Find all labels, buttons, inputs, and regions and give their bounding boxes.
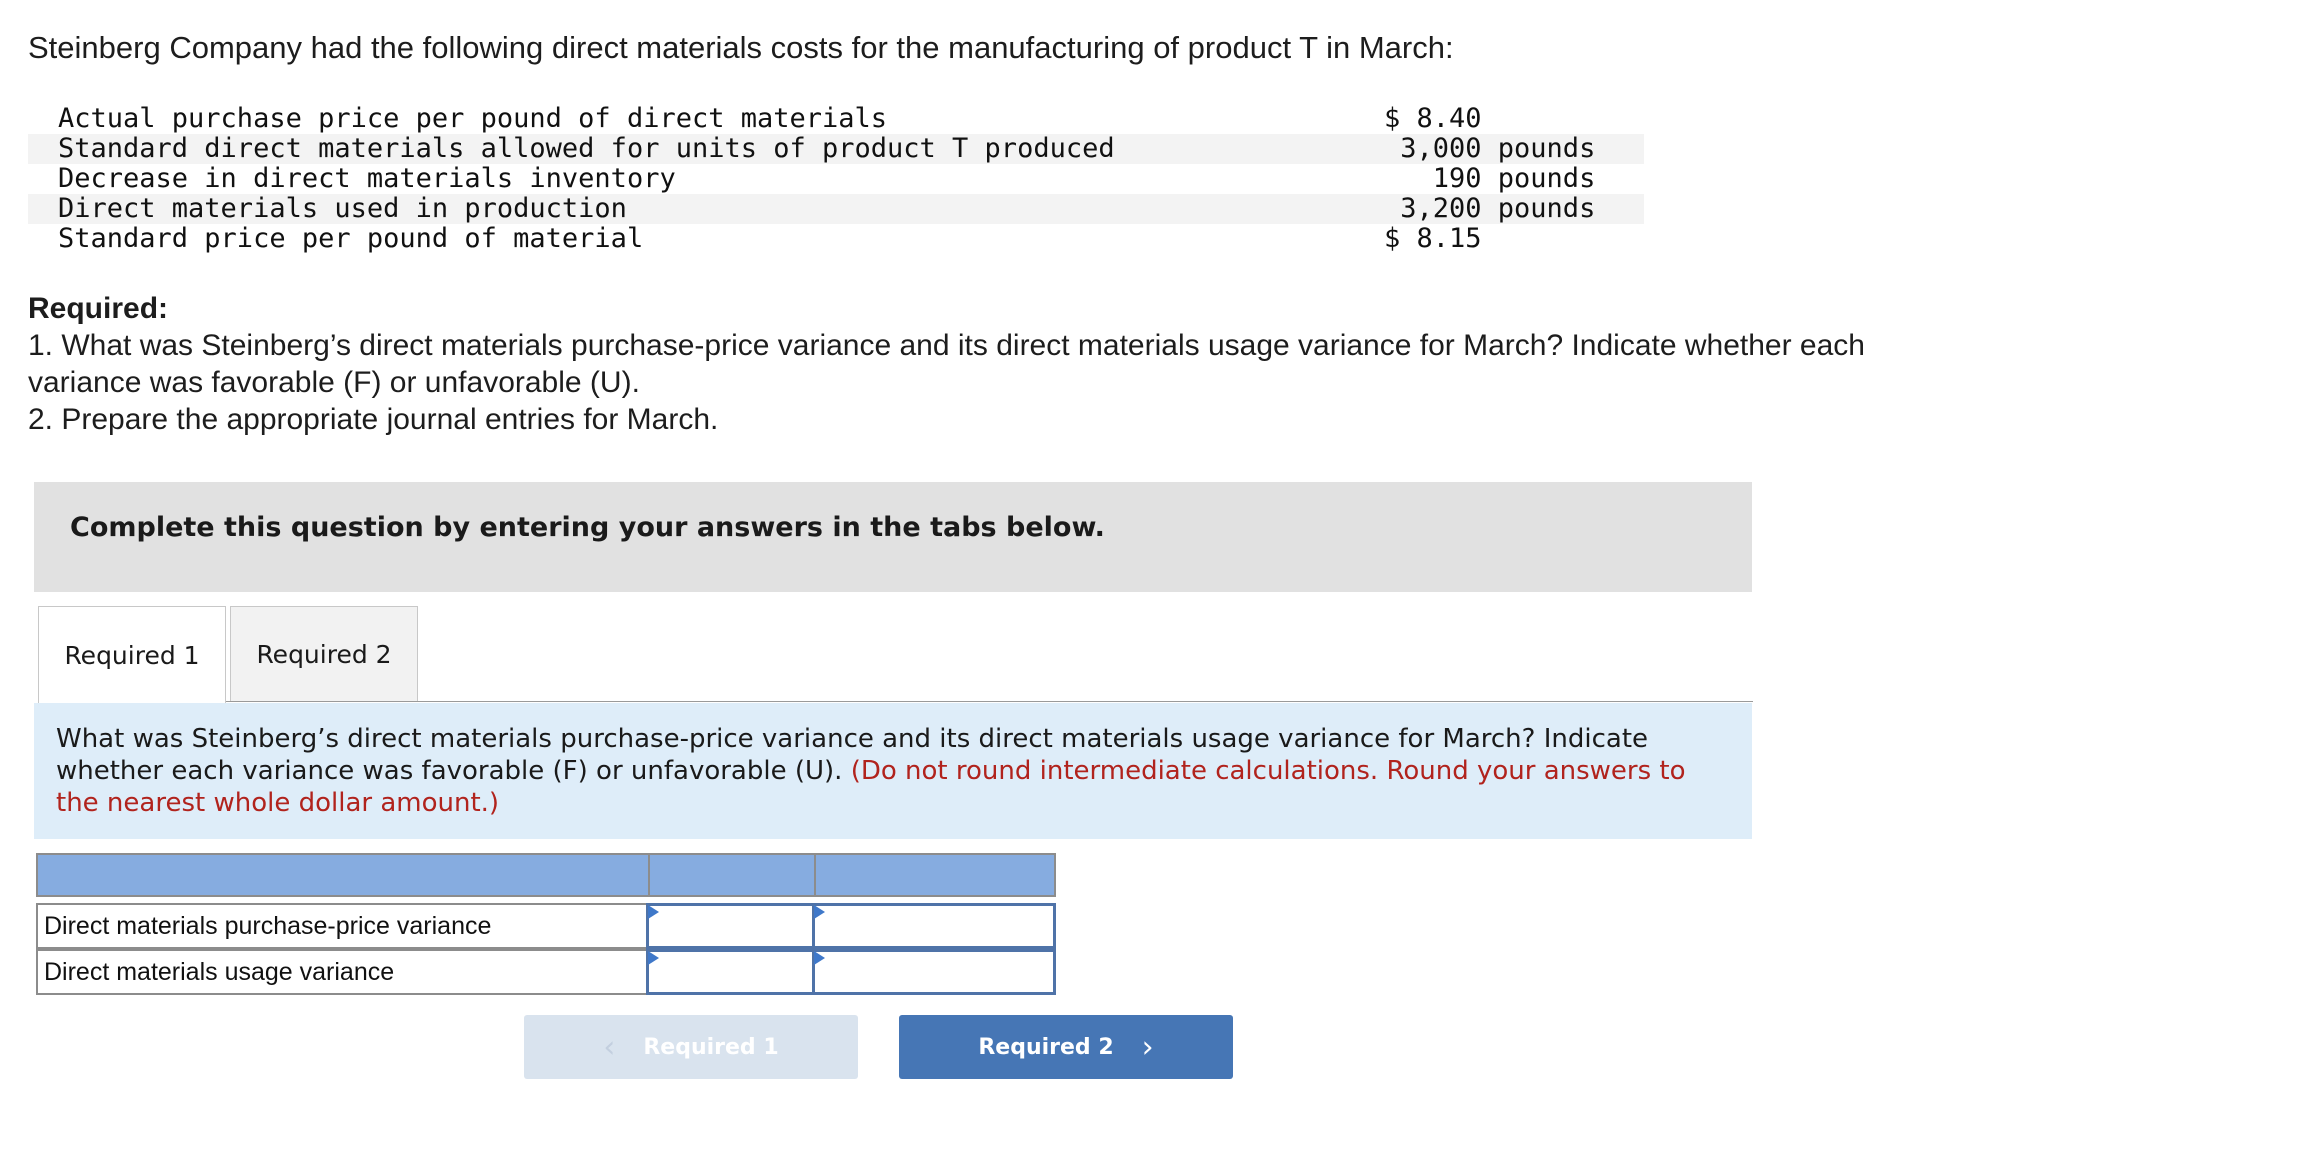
tab-divider <box>226 701 1753 702</box>
column-divider <box>648 855 650 895</box>
row-label-usage-variance: Direct materials usage variance <box>36 949 648 995</box>
cost-value: 3,000 pounds <box>1384 134 1644 164</box>
next-required-2-button[interactable] <box>899 1015 1233 1079</box>
tab-label: Required 1 <box>64 640 200 670</box>
question-panel <box>34 703 1752 839</box>
amount-input-cell[interactable] <box>646 949 816 995</box>
amount-input-cell[interactable] <box>646 903 816 949</box>
question-text: What was Steinberg’s direct materials purchase-price variance and its direct materials usage variance for March? Indicate whether each variance was favorable (F) or unfavorable (U). <box>56 724 1649 786</box>
cost-label: Standard price per pound of material <box>58 223 644 254</box>
required-section <box>28 290 1918 438</box>
dropdown-marker-icon <box>814 951 825 965</box>
tab-label: Required 2 <box>256 640 392 669</box>
purchase-price-variance-amount-input[interactable] <box>649 906 813 946</box>
dropdown-marker-icon <box>814 905 825 919</box>
rounding-note: (Do not round intermediate calculations. Round your answers to the nearest whole dollar amount.) <box>56 756 1686 818</box>
chevron-left-icon: ‹ <box>603 1029 616 1065</box>
instruction-banner <box>34 482 1752 592</box>
table-row <box>36 949 1056 995</box>
problem-intro: Steinberg Company had the following direct materials costs for the manufacturing of product T in March: <box>28 30 1454 65</box>
cost-value: $ 8.15 <box>1384 223 1482 254</box>
cost-row <box>28 224 1644 254</box>
cost-value: $ 8.40 <box>1384 103 1482 134</box>
cost-label: Direct materials used in production <box>28 194 1384 224</box>
usage-variance-fu-select[interactable] <box>815 952 1053 992</box>
column-divider <box>814 855 816 895</box>
cost-row <box>28 104 1644 134</box>
fu-select-cell[interactable] <box>812 949 1056 995</box>
dropdown-marker-icon <box>648 905 659 919</box>
required-item-1: 1. What was Steinberg’s direct materials purchase-price variance and its direct materials usage variance for March? Indicate whether each variance was favorable (F) or unfavorable (U). <box>28 329 1865 399</box>
chevron-right-icon: › <box>1141 1029 1154 1065</box>
row-label-purchase-price-variance: Direct materials purchase-price variance <box>36 903 648 949</box>
cost-row <box>28 134 1644 164</box>
usage-variance-amount-input[interactable] <box>649 952 813 992</box>
purchase-price-variance-fu-select[interactable] <box>815 906 1053 946</box>
tab-required-1[interactable] <box>38 606 226 703</box>
table-row <box>36 903 1056 949</box>
instruction-text: Complete this question by entering your answers in the tabs below. <box>70 512 1105 543</box>
cost-row <box>28 194 1644 224</box>
cost-value: 190 pounds <box>1384 163 1596 194</box>
next-button-label: Required 2 <box>978 1034 1114 1060</box>
required-heading: Required: <box>28 292 169 325</box>
cost-row <box>28 164 1644 194</box>
prev-button-label: Required 1 <box>643 1034 779 1060</box>
required-item-2: 2. Prepare the appropriate journal entries for March. <box>28 403 719 436</box>
cost-label: Actual purchase price per pound of direct materials <box>58 103 888 134</box>
grid-header <box>36 853 1056 897</box>
fu-select-cell[interactable] <box>812 903 1056 949</box>
tab-required-2[interactable] <box>230 606 418 702</box>
dropdown-marker-icon <box>648 951 659 965</box>
cost-value: 3,200 pounds <box>1384 194 1644 224</box>
cost-label: Standard direct materials allowed for units of product T produced <box>28 134 1384 164</box>
prev-required-1-button[interactable] <box>524 1015 858 1079</box>
cost-data-table <box>28 104 1644 254</box>
cost-label: Decrease in direct materials inventory <box>58 163 676 194</box>
